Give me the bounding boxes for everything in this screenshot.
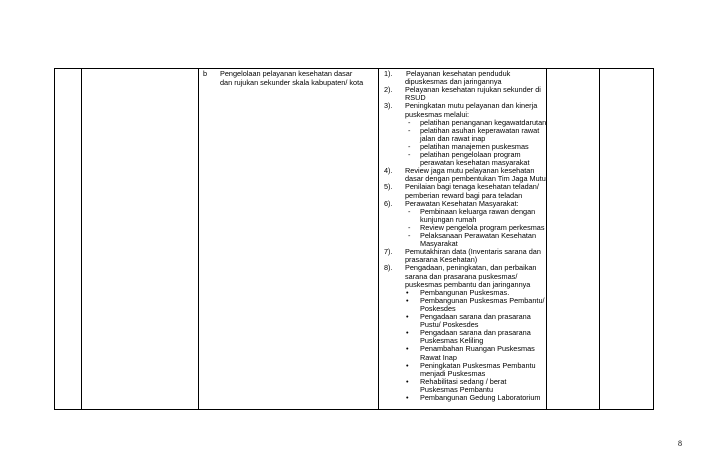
bullet-icon: •	[406, 287, 409, 297]
list-text: Perawatan Kesehatan Masyarakat:	[405, 198, 519, 208]
dash-bullet: -	[408, 125, 411, 135]
list-text: Pengadaan sarana dan prasarana	[420, 328, 531, 338]
list-text: jalan dan rawat inap	[420, 133, 486, 143]
list-text: puskesmas pembantu dan jaringannya	[405, 279, 531, 289]
list-text: Rawat Inap	[420, 352, 457, 362]
list-text: Pengadaan sarana dan prasarana	[420, 312, 531, 321]
list-number: 4).	[384, 166, 393, 176]
bullet-icon: •	[406, 376, 409, 386]
dash-bullet: -	[408, 222, 411, 232]
list-text: Peningkatan Puskesmas Pembantu	[420, 360, 536, 370]
table-column-border	[599, 68, 600, 410]
list-number: 7).	[384, 247, 393, 257]
list-text: Pengadaan, peningkatan, dan perbaikan	[405, 263, 537, 273]
list-text: Puskesmas Pembantu	[420, 384, 494, 394]
list-text: prasarana Kesehatan)	[405, 255, 478, 265]
dash-bullet: -	[408, 141, 411, 151]
list-text: pemberian reward bagi para teladan	[405, 190, 523, 200]
list-text: Pustu/ Poskesdes	[420, 320, 479, 330]
list-text: menjadi Puskesmas	[420, 368, 486, 378]
list-text: Peningkatan mutu pelayanan dan kinerja	[405, 101, 538, 111]
bullet-icon: •	[406, 344, 409, 354]
bullet-icon: •	[406, 393, 409, 402]
list-text: pelatihan manajemen puskesmas	[420, 141, 529, 151]
list-text: Pembangunan Gedung Laboratorium	[420, 393, 541, 402]
list-text: puskesmas melalui:	[405, 109, 470, 119]
list-text: dipuskesmas dan jaringannya	[405, 77, 502, 87]
list-text: Poskesdes	[420, 303, 456, 313]
dash-bullet: -	[408, 231, 411, 240]
dash-bullet: -	[408, 206, 411, 216]
list-text: Penilaian bagi tenaga kesehatan teladan/	[405, 182, 539, 192]
list-text: Pembinaan keluarga rawan dengan	[420, 206, 536, 216]
list-text: Rehabilitasi sedang / berat	[420, 376, 507, 386]
dash-bullet: -	[408, 150, 411, 159]
list-text: pelatihan penanganan kegawatdarutan	[420, 117, 547, 127]
list-number: 6).	[384, 198, 393, 208]
list-text: pelatihan asuhan keperawatan rawat	[420, 125, 540, 135]
list-text: Review pengelola program perkesmas	[420, 222, 545, 232]
list-text: Masyarakat	[420, 239, 458, 249]
list-text: Pelayanan kesehatan penduduk	[406, 69, 511, 78]
list-number: 1).	[384, 69, 393, 78]
table-column-border	[653, 68, 654, 410]
list-text: RSUD	[405, 93, 426, 103]
row-letter: b	[203, 69, 208, 78]
list-text: Review jaga mutu pelayanan kesehatan	[405, 166, 535, 176]
dash-bullet: -	[408, 117, 411, 127]
list-text: dasar dengan pembentukan Tim Jaga Mutu	[405, 174, 546, 184]
list-text: Pembangunan Puskesmas Pembantu/	[420, 295, 545, 305]
table-top-border	[54, 68, 654, 69]
table-column-border	[81, 68, 82, 410]
list-text: Penambahan Ruangan Puskesmas	[420, 344, 535, 354]
list-text: Puskesmas Keliling	[420, 336, 484, 346]
bullet-icon: •	[406, 328, 409, 338]
table-bottom-border	[54, 409, 654, 410]
bullet-icon: •	[406, 295, 409, 305]
list-text: perawatan kesehatan masyarakat	[420, 158, 530, 168]
list-text: kunjungan rumah	[420, 214, 477, 224]
list-number: 5).	[384, 182, 393, 192]
page-number: 8	[678, 439, 682, 448]
list-text: sarana dan prasarana puskesmas/	[405, 271, 518, 281]
table-column-border	[198, 68, 199, 410]
list-text: Pembangunan Puskesmas.	[420, 287, 510, 297]
list-number: 2).	[384, 85, 393, 95]
list-number: 8).	[384, 263, 393, 273]
bullet-icon: •	[406, 312, 409, 321]
list-text: Pemutakhiran data (Inventaris sarana dan	[405, 247, 541, 257]
activity-line: Pengelolaan pelayanan kesehatan dasar	[220, 69, 353, 78]
activity-line: dan rujukan sekunder skala kabupaten/ kota	[220, 78, 364, 87]
list-text: Pelaksanaan Perawatan Kesehatan	[420, 231, 537, 240]
list-text: Pelayanan kesehatan rujukan sekunder di	[405, 85, 541, 95]
list-number: 3).	[384, 101, 393, 111]
table-column-border	[54, 68, 55, 410]
bullet-icon: •	[406, 360, 409, 370]
list-text: pelatihan pengelolaan program	[420, 150, 521, 159]
table-column-border	[378, 68, 379, 410]
